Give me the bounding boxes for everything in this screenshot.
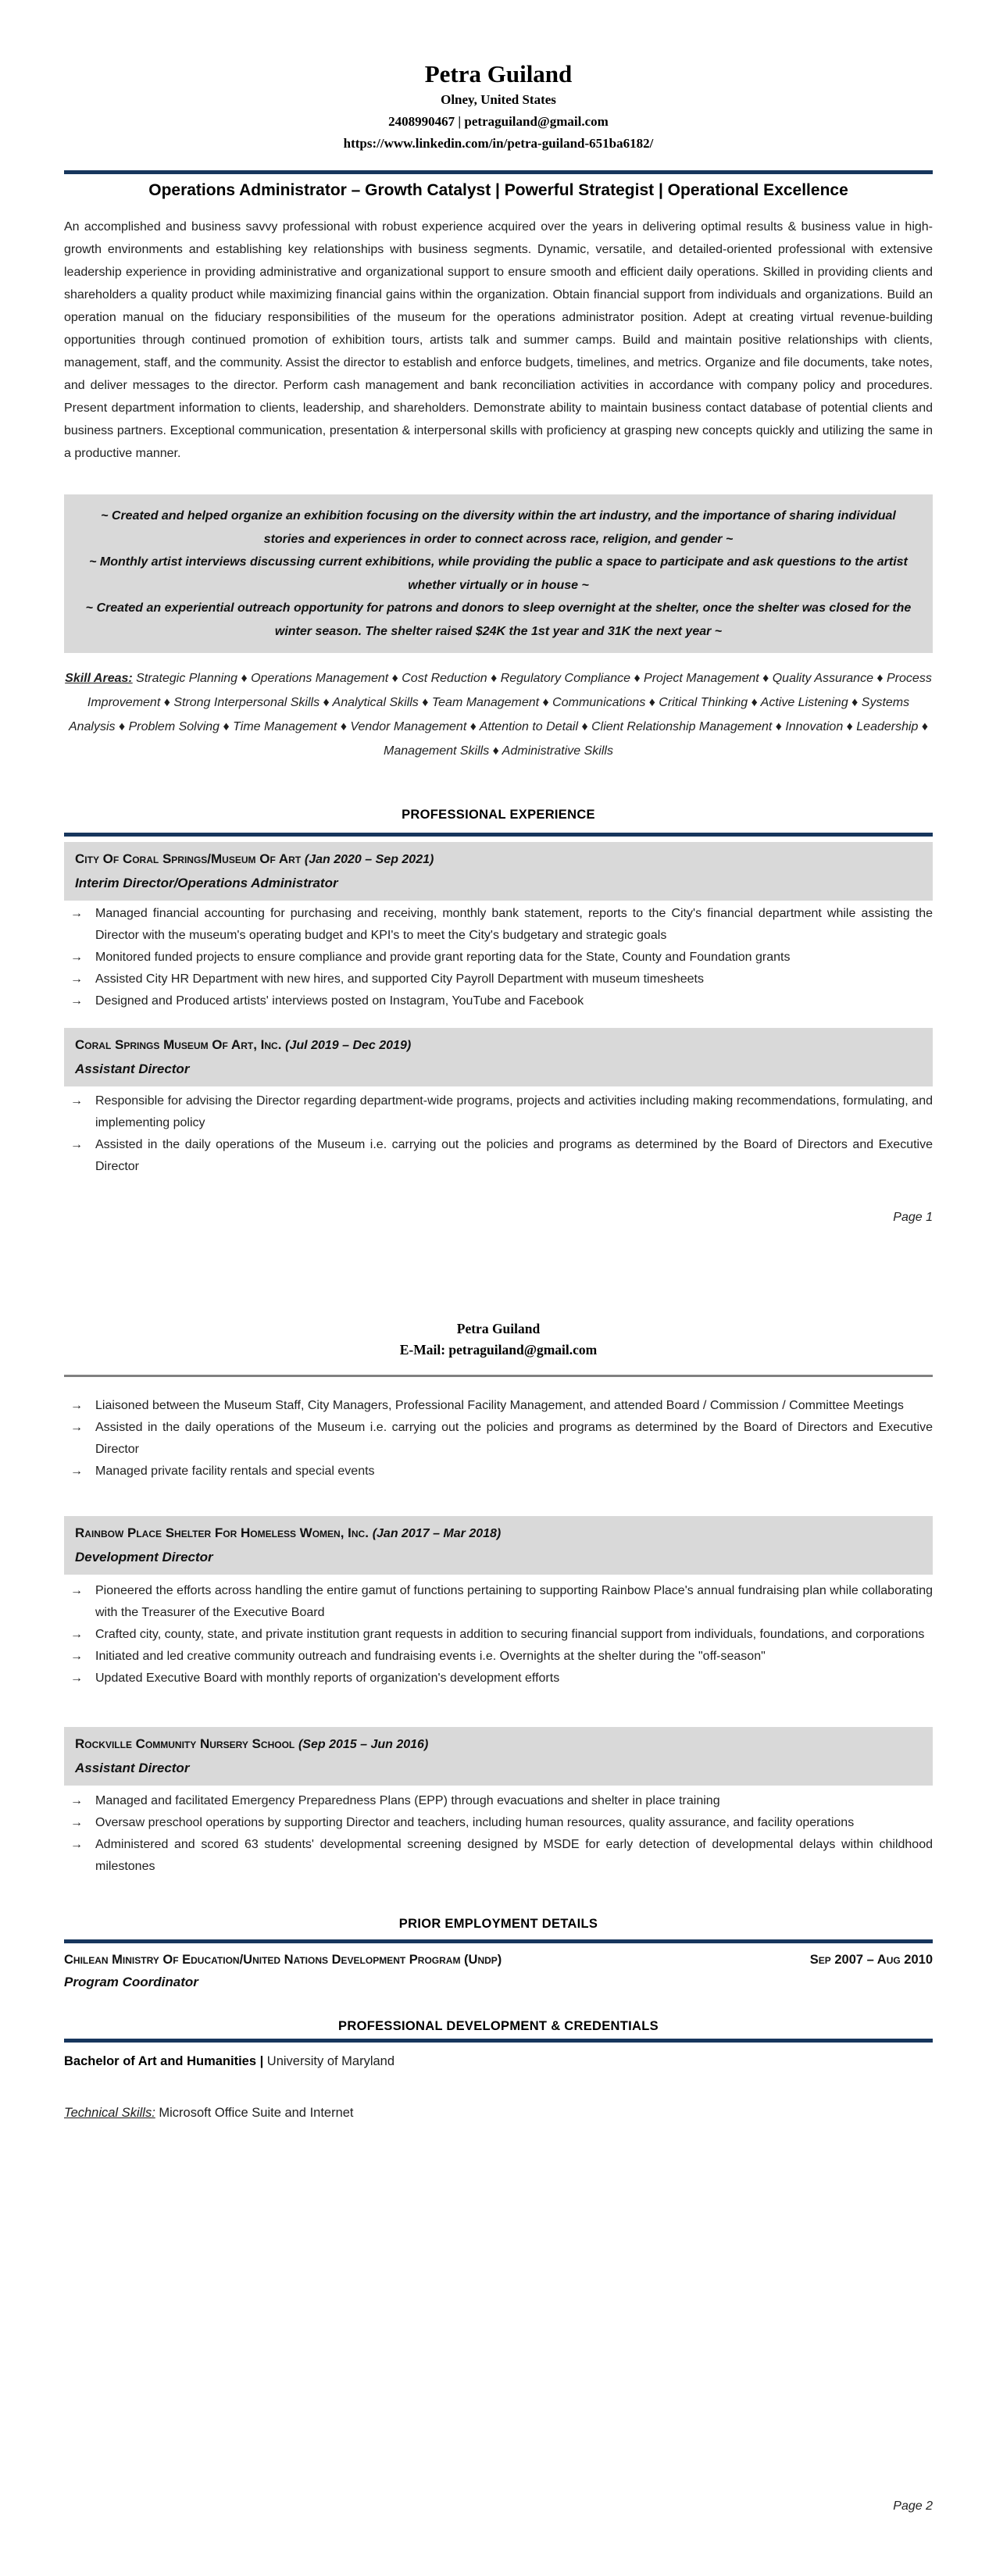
highlights-box: [64, 494, 933, 653]
job-header: [64, 1727, 933, 1786]
job-company: City Of Coral Springs/Museum Of Art: [75, 851, 302, 866]
arrow-bullet-icon: →: [70, 1650, 83, 1663]
arrow-bullet-icon: →: [70, 1399, 83, 1412]
bullet-text: Administered and scored 63 students' developmental screening designed by MSDE for early detection of developmental delays within childhood milestones: [95, 1838, 933, 1873]
job-company-and-dates: [75, 1732, 922, 1757]
prior-job-title: Program Coordinator: [64, 1975, 198, 1989]
bullet-row: [64, 1461, 933, 1482]
prior-job-row: [64, 1950, 933, 1969]
bullet-text: Liaisoned between the Museum Staff, City Managers, Professional Facility Management, and attended Board / Commission / Committee Meetings: [95, 1399, 904, 1412]
section-rule: [64, 1939, 933, 1943]
job-title: Assistant Director: [75, 1061, 190, 1076]
section-rule: [64, 833, 933, 837]
bullet-text: Initiated and led creative community outreach and fundraising events i.e. Overnights at the shelter during the "off-season": [95, 1650, 766, 1663]
page2-header-rule: [64, 1375, 933, 1377]
arrow-bullet-icon: →: [70, 1138, 83, 1151]
resume-headline: Operations Administrator – Growth Catalyst | Powerful Strategist | Operational Excellence: [148, 181, 848, 199]
page-2: [0, 1288, 996, 2576]
bullet-text: Pioneered the efforts across handling the entire gamut of functions pertaining to supporting Rainbow Place's annual fundraising plan while collaborating with the Treasurer of the Executive Board: [95, 1584, 933, 1619]
bullet-row: [64, 1646, 933, 1668]
bullet-text: Assisted in the daily operations of the Museum i.e. carrying out the policies and programs as determined by the Board of Directors and Executive Director: [95, 1138, 933, 1173]
job-company-and-dates: [75, 1522, 922, 1546]
bullet-row: [64, 1580, 933, 1624]
bullet-row: [64, 1624, 933, 1646]
highlight-item: ~ Created and helped organize an exhibition focusing on the diversity within the art industry, and the importance of sharing individual stories and experiences in order to connect across race, religion, and gender ~: [101, 509, 896, 546]
job-title: Development Director: [75, 1550, 213, 1565]
job-dates: (Jan 2017 – Mar 2018): [372, 1527, 502, 1540]
job-bullets: [64, 1090, 933, 1178]
bullet-text: Oversaw preschool operations by supporting Director and teachers, including human resources, quality assurance, and facility operations: [95, 1816, 855, 1829]
highlight-item: ~ Created an experiential outreach opportunity for patrons and donors to sleep overnight at the shelter, once the shelter was closed for the winter season. The shelter raised $24K the 1st year and 31K the next year ~: [85, 601, 912, 638]
arrow-bullet-icon: →: [70, 1094, 83, 1108]
bullet-text: Assisted in the daily operations of the Museum i.e. carrying out the policies and programs as determined by the Board of Directors and Executive Director: [95, 1421, 933, 1456]
skill-areas: [64, 666, 933, 763]
arrow-bullet-icon: →: [70, 1794, 83, 1807]
technical-skills-value: Microsoft Office Suite and Internet: [155, 2106, 354, 2120]
bullet-row: [64, 1395, 933, 1417]
candidate-location: Olney, United States: [441, 92, 556, 107]
candidate-linkedin-url: https://www.linkedin.com/in/petra-guiland-651ba6182/: [343, 136, 654, 151]
candidate-phone-email: 2408990467 | petraguiland@gmail.com: [388, 114, 609, 129]
bullet-text: Assisted City HR Department with new hires, and supported City Payroll Department with museum timesheets: [95, 972, 704, 986]
bullet-text: Managed financial accounting for purchasing and receiving, monthly bank statement, reports to the City's financial department while assisting the Director with the museum's operating budget and KPI's to meet the City's budgetary and strategic goals: [95, 907, 933, 942]
page2-contact-header: [64, 1318, 933, 1361]
prior-job-dates: Sep 2007 – Aug 2010: [809, 1953, 933, 1967]
bullet-row: [64, 1668, 933, 1689]
bullet-text: Managed and facilitated Emergency Preparedness Plans (EPP) through evacuations and shelter in place training: [95, 1794, 720, 1807]
bullet-text: Managed private facility rentals and special events: [95, 1465, 375, 1478]
job-bullets: [64, 1580, 933, 1689]
candidate-email: E-Mail: petraguiland@gmail.com: [399, 1342, 598, 1358]
job-bullets: [64, 1790, 933, 1878]
arrow-bullet-icon: →: [70, 1816, 83, 1829]
page-number-footer: Page 1: [893, 1211, 933, 1224]
bullet-text: Designed and Produced artists' interviews posted on Instagram, YouTube and Facebook: [95, 994, 584, 1008]
job-header: [64, 1516, 933, 1575]
bullet-text: Monitored funded projects to ensure compliance and provide grant reporting data for the State, County and Foundation grants: [95, 951, 791, 964]
arrow-bullet-icon: →: [70, 907, 83, 920]
technical-skills-label: Technical Skills:: [64, 2106, 155, 2120]
arrow-bullet-icon: →: [70, 1465, 83, 1478]
job-dates: (Jan 2020 – Sep 2021): [304, 853, 434, 866]
bullet-row: [64, 969, 933, 990]
contact-header: [64, 59, 933, 155]
bullet-row: [64, 990, 933, 1012]
bullet-text: Updated Executive Board with monthly reports of organization's development efforts: [95, 1672, 560, 1685]
bullet-row: [64, 1417, 933, 1461]
candidate-name: Petra Guiland: [424, 60, 573, 87]
bullet-text: Responsible for advising the Director regarding department-wide programs, projects and activities including making recommendations, formulating, and implementing policy: [95, 1094, 933, 1129]
bullet-row: [64, 947, 933, 969]
arrow-bullet-icon: →: [70, 994, 83, 1008]
skill-areas-list: Strategic Planning ♦ Operations Management ♦ Cost Reduction ♦ Regulatory Compliance ♦ Project Management ♦ Quality Assurance ♦ Process Improvement ♦ Strong Interpersonal Skills ♦ Analytical Skills ♦ Team Management ♦ Communications ♦ Critical Thinking ♦ Active Listening ♦ Systems Analysis ♦ Problem Solving ♦ Time Management ♦ Vendor Management ♦ Attention to Detail ♦ Client Relationship Management ♦ Innovation ♦ Leadership ♦ Management Skills ♦ Administrative Skills: [68, 672, 932, 758]
bullet-row: [64, 1790, 933, 1812]
arrow-bullet-icon: →: [70, 1584, 83, 1597]
bullet-row: [64, 1834, 933, 1878]
job-header: [64, 1028, 933, 1086]
job-company: Coral Springs Museum Of Art, Inc.: [75, 1037, 282, 1052]
bullet-row: [64, 1134, 933, 1178]
professional-summary: An accomplished and business savvy professional with robust experience acquired over the years in delivering optimal results & business value in high-growth environments and establishing key relationships with business segments. Dynamic, versatile, and detailed-oriented professional with extensive leadership experience in providing administrative and organizational support to ensure smooth and efficient daily operations. Skilled in providing clients and shareholders a quality product while maximizing financial gains within the organization. Obtain financial support from individuals and organizations. Build an operation manual on the fiduciary responsibilities of the museum for the operations administrator position. Adept at creating virtual revenue-building opportunities through continued promotion of exhibition tours, artists talk and summer camps. Build and maintain positive relationships with clients, management, staff, and the community. Assist the director to establish and enforce budgets, timelines, and metrics. Organize and file documents, take notes, and deliver messages to the director. Perform cash management and bank reconciliation activities in accordance with company policy and procedures. Present department information to clients, leadership, and shareholders. Demonstrate ability to maintain business contact database of potential clients and business partners. Exceptional communication, presentation & interpersonal skills with proficiency at grasping new concepts quickly and utilizing the same in a productive manner.: [64, 220, 933, 460]
technical-skills-line: [64, 2106, 933, 2121]
job-company: Rainbow Place Shelter For Homeless Women, Inc.: [75, 1525, 369, 1540]
highlight-item: ~ Monthly artist interviews discussing current exhibitions, while providing the public a space to participate and ask questions to the artist whether virtually or in house ~: [89, 555, 908, 592]
degree-name: Bachelor of Art and Humanities |: [64, 2054, 264, 2068]
job-dates: (Jul 2019 – Dec 2019): [285, 1039, 412, 1052]
arrow-bullet-icon: →: [70, 972, 83, 986]
arrow-bullet-icon: →: [70, 1421, 83, 1434]
job-title: Assistant Director: [75, 1761, 190, 1775]
section-heading-prior-employment: PRIOR EMPLOYMENT DETAILS: [398, 1917, 598, 1931]
job-company: Rockville Community Nursery School: [75, 1736, 295, 1751]
prior-job-company: Chilean Ministry Of Education/United Nations Development Program (Undp): [64, 1953, 502, 1967]
job-title: Interim Director/Operations Administrator: [75, 876, 338, 890]
arrow-bullet-icon: →: [70, 1672, 83, 1685]
job-company-and-dates: [75, 847, 922, 872]
job-header: [64, 842, 933, 901]
section-heading-credentials: PROFESSIONAL DEVELOPMENT & CREDENTIALS: [338, 2019, 659, 2033]
section-rule: [64, 2039, 933, 2043]
arrow-bullet-icon: →: [70, 1628, 83, 1641]
bullet-row: [64, 1812, 933, 1834]
degree-school: University of Maryland: [263, 2054, 395, 2068]
bullet-text: Crafted city, county, state, and private institution grant requests in addition to securing financial support from individuals, foundations, and corporations: [95, 1628, 925, 1641]
candidate-name: Petra Guiland: [456, 1321, 541, 1336]
arrow-bullet-icon: →: [70, 951, 83, 964]
arrow-bullet-icon: →: [70, 1838, 83, 1851]
page-number-footer: Page 2: [893, 2499, 933, 2513]
job-company-and-dates: [75, 1033, 922, 1058]
bullet-row: [64, 903, 933, 947]
bullet-row: [64, 1090, 933, 1134]
job-bullets: [64, 903, 933, 1012]
education-line: [64, 2054, 933, 2069]
job-bullets-continued: [64, 1395, 933, 1482]
header-divider-rule: [64, 170, 933, 174]
section-heading-experience: PROFESSIONAL EXPERIENCE: [402, 808, 595, 822]
job-dates: (Sep 2015 – Jun 2016): [298, 1738, 429, 1751]
skill-areas-label: Skill Areas:: [65, 672, 133, 685]
